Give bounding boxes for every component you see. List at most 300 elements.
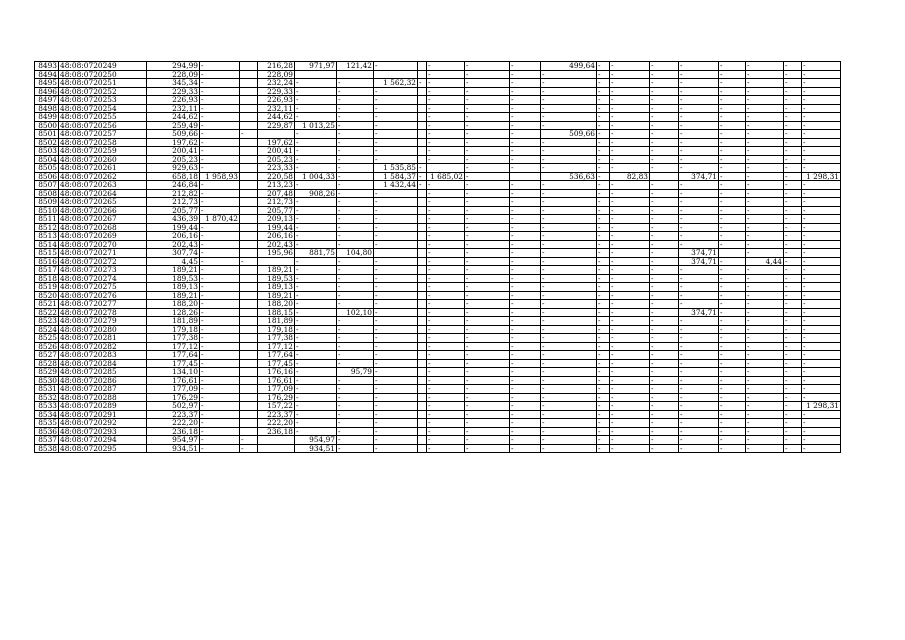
- value-cell: [418, 351, 427, 360]
- value-cell: -: [719, 232, 746, 241]
- value-cell: 222,20: [147, 419, 200, 428]
- value-cell: -: [374, 308, 418, 317]
- value-cell: -: [650, 334, 679, 343]
- value-cell: -: [597, 410, 610, 419]
- value-cell: [510, 172, 541, 181]
- value-cell: -: [746, 87, 784, 96]
- value-cell: 232,24: [258, 79, 295, 88]
- row-number-cell: 8512: [35, 223, 59, 232]
- value-cell: [240, 342, 258, 351]
- value-cell: -: [597, 104, 610, 113]
- value-cell: -: [541, 436, 597, 445]
- value-cell: -: [541, 79, 597, 88]
- value-cell: -: [802, 342, 841, 351]
- value-cell: -: [200, 130, 240, 139]
- value-cell: 213,23: [258, 181, 295, 190]
- row-number-cell: 8533: [35, 402, 59, 411]
- value-cell: -: [650, 138, 679, 147]
- value-cell: -: [541, 283, 597, 292]
- value-cell: 934,51: [147, 444, 200, 453]
- value-cell: -: [784, 308, 802, 317]
- value-cell: -: [374, 283, 418, 292]
- table-row: [35, 215, 841, 224]
- value-cell: -: [510, 155, 541, 164]
- value-cell: 195,96: [258, 249, 295, 258]
- value-cell: -: [337, 223, 374, 232]
- value-cell: -: [374, 155, 418, 164]
- table-row: [35, 164, 841, 173]
- cadastral-number-cell: 48:08:0720271: [59, 249, 147, 258]
- value-cell: [240, 232, 258, 241]
- cadastral-number-cell: 48:08:0720293: [59, 427, 147, 436]
- value-cell: 1 685,02: [427, 172, 465, 181]
- value-cell: [240, 96, 258, 105]
- value-cell: -: [295, 308, 337, 317]
- value-cell: [240, 368, 258, 377]
- value-cell: -: [541, 70, 597, 79]
- value-cell: [418, 317, 427, 326]
- value-cell: 177,09: [258, 385, 295, 394]
- table-row: [35, 410, 841, 419]
- value-cell: -: [650, 351, 679, 360]
- value-cell: [418, 444, 427, 453]
- value-cell: -: [784, 130, 802, 139]
- value-cell: -: [337, 410, 374, 419]
- value-cell: -: [465, 147, 510, 156]
- value-cell: -: [465, 155, 510, 164]
- value-cell: -: [784, 172, 802, 181]
- value-cell: -: [427, 70, 465, 79]
- value-cell: 202,43: [258, 240, 295, 249]
- value-cell: -: [610, 402, 650, 411]
- row-number-cell: 8508: [35, 189, 59, 198]
- value-cell: -: [719, 121, 746, 130]
- value-cell: -: [746, 342, 784, 351]
- value-cell: 177,45: [258, 359, 295, 368]
- value-cell: -: [200, 419, 240, 428]
- value-cell: [240, 274, 258, 283]
- value-cell: 244,62: [258, 113, 295, 122]
- value-cell: 177,45: [147, 359, 200, 368]
- value-cell: 223,37: [147, 410, 200, 419]
- value-cell: -: [597, 325, 610, 334]
- value-cell: -: [295, 96, 337, 105]
- value-cell: [427, 164, 465, 173]
- value-cell: [418, 291, 427, 300]
- value-cell: -: [541, 419, 597, 428]
- value-cell: -: [597, 359, 610, 368]
- cadastral-number-cell: 48:08:0720273: [59, 266, 147, 275]
- value-cell: -: [427, 368, 465, 377]
- value-cell: -: [295, 351, 337, 360]
- value-cell: -: [650, 308, 679, 317]
- value-cell: 181,89: [147, 317, 200, 326]
- value-cell: -: [610, 436, 650, 445]
- value-cell: -: [295, 274, 337, 283]
- value-cell: -: [746, 419, 784, 428]
- value-cell: -: [200, 266, 240, 275]
- value-cell: -: [427, 283, 465, 292]
- table-row: [35, 223, 841, 232]
- value-cell: -: [374, 334, 418, 343]
- value-cell: -: [679, 223, 719, 232]
- value-cell: -: [374, 385, 418, 394]
- value-cell: -: [427, 410, 465, 419]
- value-cell: -: [465, 266, 510, 275]
- value-cell: 179,18: [147, 325, 200, 334]
- value-cell: -: [719, 300, 746, 309]
- value-cell: -: [597, 215, 610, 224]
- value-cell: -: [510, 266, 541, 275]
- value-cell: -: [802, 257, 841, 266]
- cadastral-number-cell: 48:08:0720295: [59, 444, 147, 453]
- value-cell: 1 562,32: [374, 79, 418, 88]
- value-cell: -: [337, 359, 374, 368]
- table-row: [35, 283, 841, 292]
- cadastral-number-cell: 48:08:0720275: [59, 283, 147, 292]
- value-cell: -: [650, 444, 679, 453]
- value-cell: -: [510, 291, 541, 300]
- value-cell: -: [650, 257, 679, 266]
- value-cell: -: [650, 121, 679, 130]
- value-cell: -: [719, 325, 746, 334]
- value-cell: -: [650, 215, 679, 224]
- value-cell: -: [295, 376, 337, 385]
- value-cell: -: [610, 113, 650, 122]
- value-cell: -: [510, 402, 541, 411]
- value-cell: [418, 189, 427, 198]
- value-cell: [418, 266, 427, 275]
- value-cell: -: [240, 444, 258, 453]
- value-cell: -: [784, 147, 802, 156]
- value-cell: -: [510, 249, 541, 258]
- value-cell: -: [802, 147, 841, 156]
- value-cell: -: [802, 359, 841, 368]
- value-cell: -: [802, 130, 841, 139]
- value-cell: 177,12: [147, 342, 200, 351]
- value-cell: 157,22: [258, 402, 295, 411]
- value-cell: -: [427, 104, 465, 113]
- value-cell: -: [465, 70, 510, 79]
- value-cell: -: [746, 249, 784, 258]
- value-cell: -: [200, 334, 240, 343]
- table-row: [35, 317, 841, 326]
- value-cell: -: [374, 274, 418, 283]
- value-cell: -: [719, 147, 746, 156]
- value-cell: -: [650, 70, 679, 79]
- value-cell: -: [465, 249, 510, 258]
- value-cell: [418, 96, 427, 105]
- value-cell: -: [295, 138, 337, 147]
- value-cell: -: [427, 121, 465, 130]
- value-cell: -: [597, 113, 610, 122]
- value-cell: -: [746, 359, 784, 368]
- value-cell: -: [295, 147, 337, 156]
- value-cell: -: [719, 70, 746, 79]
- value-cell: 188,20: [258, 300, 295, 309]
- value-cell: -: [541, 385, 597, 394]
- cadastral-number-cell: 48:08:0720263: [59, 181, 147, 190]
- value-cell: [418, 215, 427, 224]
- value-cell: -: [597, 96, 610, 105]
- cadastral-number-cell: 48:08:0720274: [59, 274, 147, 283]
- value-cell: -: [510, 427, 541, 436]
- value-cell: [240, 70, 258, 79]
- value-cell: 212,73: [147, 198, 200, 207]
- value-cell: -: [679, 274, 719, 283]
- value-cell: -: [597, 266, 610, 275]
- value-cell: 229,87: [258, 121, 295, 130]
- value-cell: [240, 121, 258, 130]
- value-cell: -: [610, 410, 650, 419]
- value-cell: -: [719, 138, 746, 147]
- value-cell: -: [650, 164, 679, 173]
- value-cell: -: [610, 240, 650, 249]
- value-cell: 1 432,44: [374, 181, 418, 190]
- table-row: [35, 172, 841, 181]
- table-row: [35, 376, 841, 385]
- value-cell: [418, 198, 427, 207]
- value-cell: -: [650, 410, 679, 419]
- value-cell: -: [465, 104, 510, 113]
- value-cell: 499,64: [541, 62, 597, 71]
- row-number-cell: 8503: [35, 147, 59, 156]
- value-cell: -: [465, 342, 510, 351]
- value-cell: -: [465, 164, 510, 173]
- value-cell: 212,82: [147, 189, 200, 198]
- value-cell: -: [374, 206, 418, 215]
- value-cell: -: [200, 368, 240, 377]
- value-cell: -: [597, 283, 610, 292]
- value-cell: -: [541, 121, 597, 130]
- value-cell: -: [427, 138, 465, 147]
- value-cell: 509,66: [541, 130, 597, 139]
- value-cell: 246,84: [147, 181, 200, 190]
- value-cell: -: [719, 436, 746, 445]
- value-cell: -: [427, 359, 465, 368]
- value-cell: -: [337, 121, 374, 130]
- table-row: [35, 96, 841, 105]
- value-cell: -: [784, 164, 802, 173]
- cadastral-number-cell: 48:08:0720282: [59, 342, 147, 351]
- row-number-cell: 8527: [35, 351, 59, 360]
- value-cell: -: [337, 283, 374, 292]
- value-cell: 206,16: [258, 232, 295, 241]
- value-cell: 1 298,31: [802, 172, 841, 181]
- value-cell: -: [719, 308, 746, 317]
- value-cell: 223,37: [258, 410, 295, 419]
- value-cell: -: [679, 376, 719, 385]
- value-cell: -: [679, 147, 719, 156]
- value-cell: -: [240, 257, 258, 266]
- value-cell: 226,93: [258, 96, 295, 105]
- table-row: [35, 427, 841, 436]
- value-cell: -: [510, 376, 541, 385]
- value-cell: -: [510, 232, 541, 241]
- value-cell: 374,71: [679, 249, 719, 258]
- table-row: [35, 138, 841, 147]
- value-cell: 200,41: [258, 147, 295, 156]
- value-cell: -: [746, 155, 784, 164]
- cadastral-number-cell: 48:08:0720253: [59, 96, 147, 105]
- value-cell: 121,42: [337, 62, 374, 71]
- value-cell: 197,62: [147, 138, 200, 147]
- value-cell: -: [200, 300, 240, 309]
- value-cell: -: [200, 342, 240, 351]
- row-number-cell: 8516: [35, 257, 59, 266]
- value-cell: -: [719, 155, 746, 164]
- value-cell: -: [510, 334, 541, 343]
- table-row: [35, 444, 841, 453]
- value-cell: -: [337, 317, 374, 326]
- cadastral-number-cell: 48:08:0720268: [59, 223, 147, 232]
- value-cell: 177,64: [258, 351, 295, 360]
- value-cell: 536,63: [541, 172, 597, 181]
- value-cell: -: [465, 121, 510, 130]
- value-cell: -: [746, 444, 784, 453]
- value-cell: -: [610, 283, 650, 292]
- row-number-cell: 8538: [35, 444, 59, 453]
- value-cell: -: [510, 436, 541, 445]
- value-cell: -: [746, 172, 784, 181]
- value-cell: -: [295, 342, 337, 351]
- value-cell: -: [510, 215, 541, 224]
- value-cell: -: [610, 300, 650, 309]
- value-cell: -: [418, 79, 427, 88]
- value-cell: -: [650, 240, 679, 249]
- value-cell: -: [746, 104, 784, 113]
- value-cell: [418, 274, 427, 283]
- table-row: [35, 359, 841, 368]
- value-cell: [240, 240, 258, 249]
- value-cell: -: [200, 198, 240, 207]
- value-cell: 294,99: [147, 62, 200, 71]
- value-cell: -: [541, 342, 597, 351]
- value-cell: -: [427, 300, 465, 309]
- value-cell: [240, 410, 258, 419]
- value-cell: [240, 223, 258, 232]
- value-cell: -: [510, 359, 541, 368]
- value-cell: -: [427, 266, 465, 275]
- value-cell: 1 584,37: [374, 172, 418, 181]
- value-cell: -: [200, 402, 240, 411]
- value-cell: -: [650, 79, 679, 88]
- value-cell: -: [295, 206, 337, 215]
- value-cell: -: [541, 427, 597, 436]
- value-cell: -: [541, 138, 597, 147]
- value-cell: -: [465, 113, 510, 122]
- value-cell: -: [679, 325, 719, 334]
- value-cell: [240, 393, 258, 402]
- value-cell: -: [374, 62, 418, 71]
- value-cell: -: [510, 368, 541, 377]
- value-cell: -: [427, 189, 465, 198]
- value-cell: -: [719, 181, 746, 190]
- value-cell: -: [374, 351, 418, 360]
- value-cell: -: [784, 325, 802, 334]
- value-cell: 220,58: [258, 172, 295, 181]
- table-row: [35, 113, 841, 122]
- table-row: [35, 334, 841, 343]
- value-cell: -: [597, 198, 610, 207]
- value-cell: -: [510, 385, 541, 394]
- value-cell: -: [295, 419, 337, 428]
- table-row: [35, 308, 841, 317]
- value-cell: 236,18: [258, 427, 295, 436]
- value-cell: 82,83: [610, 172, 650, 181]
- value-cell: -: [337, 215, 374, 224]
- value-cell: [240, 198, 258, 207]
- value-cell: 232,11: [147, 104, 200, 113]
- value-cell: 207,48: [258, 189, 295, 198]
- value-cell: 954,97: [147, 436, 200, 445]
- value-cell: 176,61: [147, 376, 200, 385]
- cadastral-number-cell: 48:08:0720261: [59, 164, 147, 173]
- value-cell: -: [374, 393, 418, 402]
- table-row: [35, 291, 841, 300]
- value-cell: 205,23: [147, 155, 200, 164]
- table-row: [35, 325, 841, 334]
- value-cell: [418, 385, 427, 394]
- value-cell: [418, 130, 427, 139]
- value-cell: -: [719, 240, 746, 249]
- value-cell: -: [374, 300, 418, 309]
- value-cell: -: [295, 393, 337, 402]
- table-row: [35, 419, 841, 428]
- value-cell: -: [802, 215, 841, 224]
- value-cell: -: [337, 198, 374, 207]
- value-cell: 176,61: [258, 376, 295, 385]
- value-cell: -: [650, 283, 679, 292]
- value-cell: -: [802, 291, 841, 300]
- value-cell: [418, 121, 427, 130]
- value-cell: [240, 283, 258, 292]
- value-cell: [240, 104, 258, 113]
- value-cell: -: [465, 376, 510, 385]
- value-cell: [240, 147, 258, 156]
- value-cell: -: [200, 283, 240, 292]
- row-number-cell: 8520: [35, 291, 59, 300]
- value-cell: -: [295, 198, 337, 207]
- value-cell: -: [610, 223, 650, 232]
- value-cell: -: [802, 87, 841, 96]
- value-cell: -: [374, 291, 418, 300]
- value-cell: -: [650, 155, 679, 164]
- value-cell: -: [746, 121, 784, 130]
- value-cell: -: [784, 393, 802, 402]
- value-cell: -: [784, 436, 802, 445]
- value-cell: -: [465, 325, 510, 334]
- value-cell: [240, 172, 258, 181]
- table-row: [35, 266, 841, 275]
- value-cell: -: [650, 359, 679, 368]
- value-cell: [240, 155, 258, 164]
- value-cell: -: [719, 317, 746, 326]
- value-cell: -: [541, 300, 597, 309]
- row-number-cell: 8518: [35, 274, 59, 283]
- cadastral-number-cell: 48:08:0720292: [59, 419, 147, 428]
- value-cell: -: [802, 104, 841, 113]
- value-cell: -: [679, 113, 719, 122]
- value-cell: 177,09: [147, 385, 200, 394]
- value-cell: -: [802, 427, 841, 436]
- cadastral-number-cell: 48:08:0720276: [59, 291, 147, 300]
- value-cell: -: [719, 189, 746, 198]
- value-cell: -: [746, 385, 784, 394]
- value-cell: -: [541, 351, 597, 360]
- cadastral-number-cell: 48:08:0720258: [59, 138, 147, 147]
- value-cell: -: [427, 325, 465, 334]
